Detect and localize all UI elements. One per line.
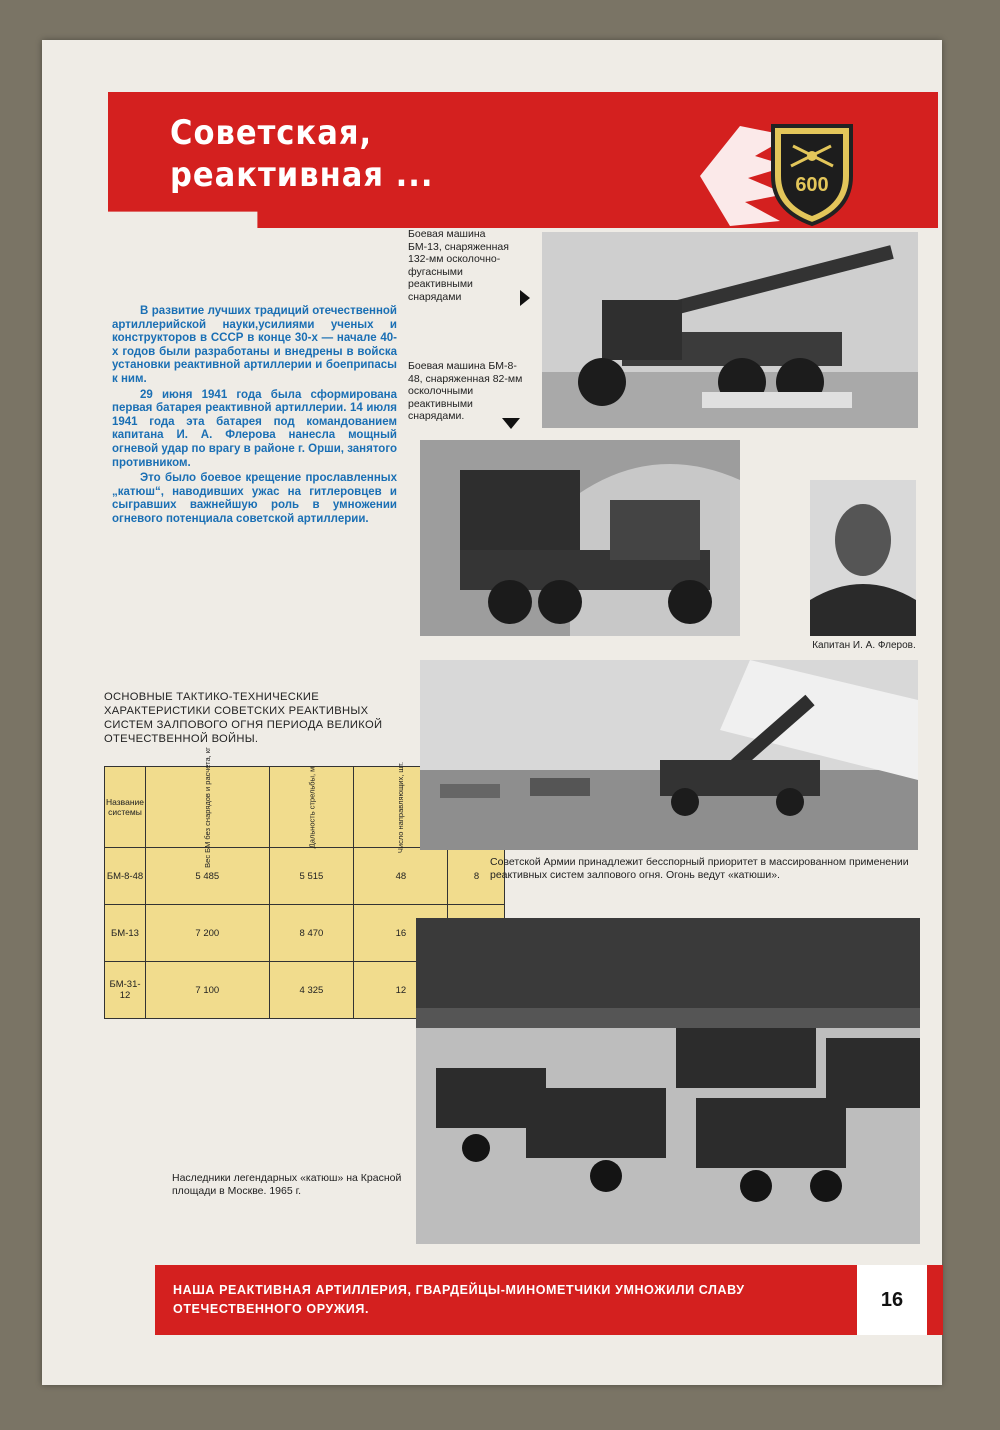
- shield-icon: [765, 118, 859, 228]
- table-cell: 5 485: [145, 848, 269, 905]
- emblem-600: [765, 118, 859, 228]
- table-cell: 5 515: [269, 848, 354, 905]
- photo-battle-salvo: [420, 660, 918, 850]
- caption-parade: Наследники легендарных «катюш» на Красной площади в Москве. 1965 г.: [172, 1172, 402, 1197]
- table-cell: БМ-13: [105, 905, 146, 962]
- photo-portrait-flerov: [810, 480, 916, 636]
- column-header-range: Дальность стрельбы, м: [269, 767, 354, 848]
- footer-banner: [155, 1265, 943, 1335]
- table-cell: 8 470: [269, 905, 354, 962]
- table-cell: 48: [354, 848, 448, 905]
- column-header-name: Название системы: [105, 767, 146, 848]
- arrow-down-icon: [502, 418, 520, 429]
- body-paragraph-1: В развитие лучших традиций отечественной артиллерийской науки,усилиями ученых и конструкторов в СССР в конце 30-х — начале 40-х годов были разработаны и внедрены в войска установки реактивной артиллерии и боеприпасы к ним.: [112, 305, 397, 385]
- arrow-right-icon: [520, 290, 530, 306]
- column-header-rails: Число направляющих, шт.: [354, 767, 448, 848]
- caption-bm13: Боевая машина БМ-13, снаряженная 132-мм осколочно-фугасными реактивными снарядами: [408, 228, 509, 303]
- column-header-weight: Вес БМ без снарядов и расчета, кг: [145, 767, 269, 848]
- table-cell: 12: [354, 962, 448, 1019]
- caption-battle: Советской Армии принадлежит бесспорный приоритет в массированном применении реактивных систем залпового огня. Огонь ведут «катюши».: [490, 856, 909, 881]
- footer-slogan: НАША РЕАКТИВНАЯ АРТИЛЛЕРИЯ, ГВАРДЕЙЦЫ-МИНОМЕТЧИКИ УМНОЖИЛИ СЛАВУ ОТЕЧЕСТВЕННОГО ОРУЖИЯ.: [173, 1283, 745, 1316]
- photo-parade-red-square: [416, 918, 920, 1244]
- table-cell: 8: [448, 848, 505, 905]
- table-cell: 7 100: [145, 962, 269, 1019]
- table-cell: БМ-8-48: [105, 848, 146, 905]
- body-paragraph-3: Это было боевое крещение прославленных „катюш“, наводивших ужас на гитлеровцев и сыгравших важнейшую роль в умножении огневого потенциала советской артиллерии.: [112, 472, 397, 525]
- body-text: [112, 305, 397, 529]
- page-title: [170, 112, 434, 196]
- photo-bm13-truck: [542, 232, 918, 428]
- caption-portrait: Капитан И. А. Флеров.: [812, 640, 916, 651]
- table-cell: 16: [354, 905, 448, 962]
- table-row: [105, 848, 505, 905]
- photo-bm848-truck: [420, 440, 740, 636]
- body-paragraph-2: 29 июня 1941 года была сформирована первая батарея реактивной артиллерии. 14 июля 1941 года эта батарея под командованием капитана И. А. Флерова нанесла мощный огневой удар по врагу в районе г. Орши, занятого противником.: [112, 388, 397, 469]
- table-heading: ОСНОВНЫЕ ТАКТИКО-ТЕХНИЧЕСКИЕ ХАРАКТЕРИСТИКИ СОВЕТСКИХ РЕАКТИВНЫХ СИСТЕМ ЗАЛПОВОГО ОГНЯ ПЕРИОДА ВЕЛИКОЙ ОТЕЧЕСТВЕННОЙ ВОЙНЫ.: [104, 691, 383, 745]
- caption-bm848: Боевая машина БМ-8-48, снаряженная 82-мм осколочными реактивными снарядами.: [408, 360, 523, 422]
- emblem-number: 600: [795, 174, 829, 196]
- title-line-2: реактивная ...: [170, 155, 434, 195]
- title-line-1: Советская,: [170, 113, 373, 153]
- table-cell: БМ-31-12: [105, 962, 146, 1019]
- page-number: 16: [857, 1265, 927, 1335]
- table-cell: 4 325: [269, 962, 354, 1019]
- table-cell: 7 200: [145, 905, 269, 962]
